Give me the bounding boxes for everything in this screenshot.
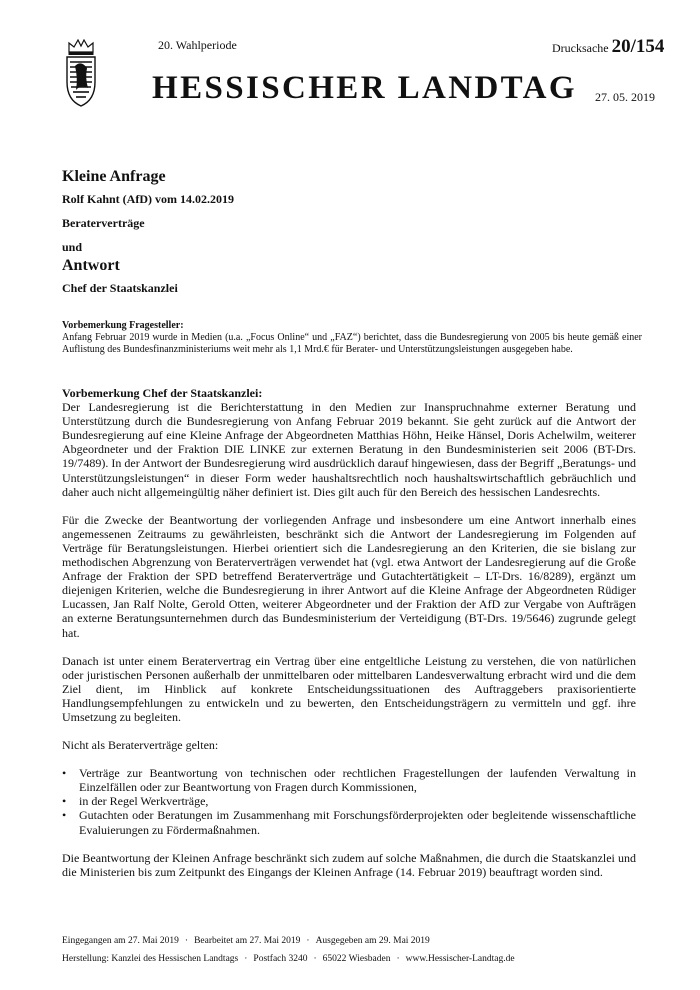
bullet-icon: • (62, 808, 67, 823)
footer-website-link[interactable]: www.Hessischer-Landtag.de (405, 954, 515, 964)
footer-separator: · (244, 954, 248, 964)
bullet-icon: • (62, 794, 67, 809)
exclusion-list (62, 766, 636, 836)
footer-processed: Bearbeitet am 27. Mai 2019 (194, 936, 301, 946)
list-item-text: Verträge zur Beantwortung von technischen oder rechtlichen Fragestellungen der laufenden Verwaltung in Einzelfällen oder zur Beantwortung von Fragen durch Kommissionen, (79, 766, 636, 795)
list-item (62, 766, 636, 794)
footer-separator: · (396, 954, 400, 964)
hessen-coat-of-arms-icon (64, 38, 98, 108)
footer-imprint (62, 954, 515, 964)
preliminary-chief-heading: Vorbemerkung Chef der Staatskanzlei: (62, 386, 263, 400)
paragraph-text: Der Landesregierung ist die Berichterstattung in den Medien zur Inanspruchnahme externer Beratung und Unterstützung durch die Bundesregierung von Anfang Februar 2019 bekannt. Sie geht zurück auf die Antwort der Bundesregierung auf eine Kleine Anfrage der Abgeordneten Matthias Höhn, Heike Hänsel, Doris Achelwilm, weiterer Abgeordneter und der Fraktion DIE LINKE zur externen Beratung in den Bundesministerien seit 2006 (BT-Drs. 19/7489). In der Antwort der Bundesregierung wird ausdrücklich darauf hingewiesen, dass der Begriff „Beratungs- und Unterstützungsleistungen“ in dieser Form weder haushaltsrechtlich noch haushaltswirtschaftlich gebräuchlich und daher auch nicht allgemeingültig näher definiert ist. Dies gilt auch für den Bereich des hessischen Landesrechts. (62, 400, 636, 499)
drucksache (552, 36, 664, 58)
footer-separator: · (306, 936, 310, 946)
paragraph: Danach ist unter einem Beratervertrag ein Vertrag über eine entgeltliche Leistung zu verstehen, die von natürlichen oder juristischen Personen außerhalb der unmittelbaren oder mittelbaren Landesverwaltung erbracht wird und die dem Ziel dient, im Hinblick auf konkrete Entscheidungssituationen des Auftraggebers praxisorientierte Handlungsempfehlungen zu entwickeln und zu bewerten, den Entscheidungsträgern zu vermitteln und ggf. ihre Umsetzung zu begleiten. (62, 653, 636, 724)
preliminary-questioner-text: Anfang Februar 2019 wurde in Medien (u.a. „Focus Online“ und „FAZ“) berichtet, dass die Bundesregierung von 2005 bis heute gemäß einer Auflistung des Bundesfinanzministeriums weit mehr als 1,1 Mrd.€ für Berater- und Unterstützungsleistungen ausgegeben habe. (62, 331, 642, 355)
document-date: 27. 05. 2019 (595, 90, 655, 104)
footer-issued: Ausgegeben am 29. Mai 2019 (315, 936, 430, 946)
answer-label: Antwort (62, 257, 120, 274)
footer-separator: · (313, 954, 317, 964)
footer-postbox: Postfach 3240 (253, 954, 308, 964)
document-title: HESSISCHER LANDTAG (152, 70, 577, 106)
footer-producer: Herstellung: Kanzlei des Hessischen Landtags (62, 954, 239, 964)
wahlperiode: 20. Wahlperiode (158, 38, 237, 52)
preliminary-questioner-heading: Vorbemerkung Fragesteller: (62, 320, 184, 331)
paragraph: Nicht als Beraterverträge gelten: (62, 738, 219, 753)
paragraph: Für die Zwecke der Beantwortung der vorliegenden Anfrage und insbesondere um eine Antwort innerhalb eines angemessenen Zeitraums zu gewährleisten, beschränkt sich die Antwort der Landesregierung im Folgenden auf Verträge für Beratungsleistungen. Hierbei orientiert sich die Landesregierung an den Kriterien, die sie bislang zur methodischen Abgrenzung von Beraterverträgen verwendet hat (vgl. etwa Antwort der Landesregierung auf die Große Anfrage der Fraktion der SPD betreffend Beraterverträge und Gutachtertätigkeit – LT-Drs. 16/8289), ergänzt um diejenigen Kriterien, welche die Bundesregierung in ihrer Antwort auf die Kleine Anfrage der Abgeordneten Rüdiger Lucassen, Jan Ralf Nolte, Gerold Otten, weiterer Abgeordneter und der Fraktion der AfD zur Vergabe von Aufträgen an externe Beratungsunternehmen durch das Bundesministerium der Verteidigung (BT-Drs. 19/5646) zugrunde gelegt hat. (62, 512, 636, 640)
heading-block (62, 168, 642, 305)
answerer: Chef der Staatskanzlei (62, 281, 178, 295)
request-type: Kleine Anfrage (62, 168, 166, 185)
list-item-text: in der Regel Werkverträge, (79, 794, 209, 809)
footer-city: 65022 Wiesbaden (322, 954, 391, 964)
preliminary-questioner (62, 320, 642, 355)
und-label: und (62, 240, 83, 254)
request-author: Rolf Kahnt (AfD) vom 14.02.2019 (62, 192, 234, 206)
paragraph (62, 386, 636, 499)
paragraph: Die Beantwortung der Kleinen Anfrage beschränkt sich zudem auf solche Maßnahmen, die durch die Staatskanzlei und die Ministerien bis zum Zeitpunkt des Eingangs der Kleinen Anfrage (14. Februar 2019) beauftragt worden sind. (62, 850, 636, 879)
footer-dates (62, 936, 430, 946)
request-subject: Beraterverträge (62, 216, 145, 230)
footer-separator: · (184, 936, 189, 946)
drucksache-label: Drucksache (552, 41, 609, 55)
list-item (62, 808, 636, 836)
main-body (62, 386, 636, 893)
list-item-text: Gutachten oder Beratungen im Zusammenhang mit Forschungsförderprojekten oder begleitende wissenschaftliche Evaluierungen zu Fördermaßnahmen. (79, 808, 636, 837)
drucksache-number: 20/154 (611, 36, 665, 57)
footer-received: Eingegangen am 27. Mai 2019 (62, 936, 179, 946)
bullet-icon: • (62, 766, 67, 781)
list-item (62, 794, 636, 808)
